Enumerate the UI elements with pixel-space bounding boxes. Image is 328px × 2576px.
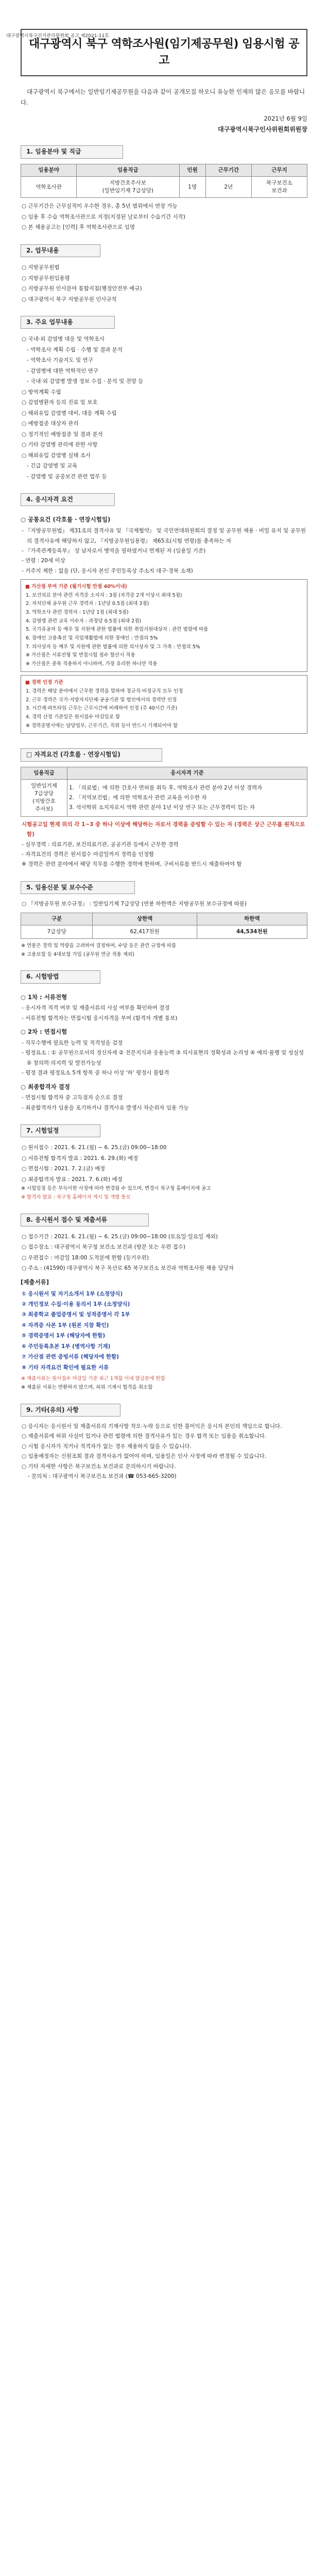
notice-date: 2021년 6월 9일 (264, 115, 307, 123)
table-row (21, 779, 307, 816)
list-item: ③ 최종학교 졸업증명서 및 성적증명서 각 1부 (22, 1311, 130, 1318)
list-item: 4. 감염병 관련 교육 이수자 : 과정당 0.5점 (최대 2점) (26, 618, 142, 624)
final-heading: ○ 최종합격자 결정 (21, 1083, 70, 1090)
list-item: ○ 면접시험 : 2021. 7. 2.(금) 예정 (22, 1166, 106, 1172)
schedule-list (21, 1142, 307, 1185)
table-row (21, 176, 307, 197)
list-item: ① 응시원서 및 자기소개서 1부 (소정양식) (22, 1290, 123, 1297)
list-item: - 평정요소 : ① 공무원으로서의 정신자세 ② 전문지식과 응용능력 ③ 의사표현의 정확성과 논리성 ④ 예의·품행 및 성실성 ⑤ 창의력·의지력 및 발전가능성 (22, 1050, 304, 1066)
list-item: 1. 「의료법」에 의한 간호사 면허를 취득 후, 역학조사 관련 분야 2년 이상 경력자 (69, 784, 263, 791)
box-heading: ■ 경력 인정 기준 (25, 680, 63, 686)
list-item: ○ 제출서류에 허위 사실이 있거나 관련 법령에 의한 결격사유가 있는 경우 합격 또는 임용을 취소합니다. (22, 1433, 267, 1440)
list-item: - 문의처 : 대구광역시 북구보건소 보건과 (☎ 053-665-3200) (28, 1473, 177, 1480)
section-heading-9: 9. 기타(유의) 사항 (21, 1404, 120, 1417)
section-heading-1: 1. 임용분야 및 직급 (21, 145, 123, 158)
list-item: - 긴급 감염병 및 교육 (27, 463, 78, 469)
intro-text: 대구광역시 북구에서는 일반임기제공무원을 다음과 같이 공개모집 하오니 유능한 인재의 많은 응모를 바랍니다. (21, 88, 305, 107)
list-item: 1. 보건의료 분야 관련 자격증 소지자 : 3점 (자격증 2개 이상시 최대 5점) (26, 592, 182, 598)
list-item: - 응시자격 적격 여부 및 제출서류의 사실 여부를 확인하여 결정 (22, 1005, 170, 1012)
table-header: 하한액 (197, 913, 307, 925)
list-item: ○ 우편접수 : 마감일 18:00 도착분에 한함 (등기우편) (22, 1254, 149, 1261)
section-heading-8: 8. 응시원서 접수 및 제출서류 (21, 1214, 149, 1226)
list-item: - 감염병 및 공중보건 관련 업무 등 (27, 473, 107, 480)
section-heading-7: 7. 시험일정 (21, 1124, 100, 1137)
step2-heading: ○ 2차 : 면접시험 (21, 1028, 67, 1036)
list-item: ○ 임용 후 수습 역학조사관으로 지정(지정된 날로부터 수습기간 시작) (22, 213, 185, 220)
list-item: 3. 석사학위 소지자로서 역학 관련 분야 1년 이상 연구 또는 근무경력이 있는 자 (69, 804, 255, 811)
section-1-notes (21, 201, 307, 232)
list-item: ○ 예방접종 대상자 관리 (22, 420, 79, 427)
list-item: - 자격요건의 경력은 원서접수 마감일까지 경력을 인정함 (22, 851, 154, 857)
list-item: - 실무경력 : 의료기관, 보건의료기관, 공공기관 등에서 근무한 경력 (22, 841, 179, 848)
table-cell: 7급상당 (21, 925, 93, 938)
salary-table (21, 913, 307, 939)
list-item: - 최종합격자가 임용을 포기하거나 결격사유 발생시 차순위자 임용 가능 (22, 1104, 189, 1111)
list-item: ※ 가산점은 중복 적용하지 아니하며, 가장 유리한 하나만 적용 (26, 661, 158, 667)
list-item: 2. 근무 경력은 국가·지방자치단체·공공기관 및 법인에서의 경력만 인정 (26, 697, 177, 703)
table-header: 임용직급 (21, 767, 67, 779)
salary-notes (21, 942, 307, 959)
common-requirements (21, 526, 307, 576)
list-item: ⑥ 주민등록초본 1부 (병역사항 기재) (22, 1343, 111, 1350)
list-item: ○ 감염병환자 등의 진료 및 보호 (22, 399, 98, 406)
list-item: ⑦ 가산점 관련 증빙서류 (해당자에 한함) (22, 1354, 119, 1360)
table-header: 응시자격 기준 (67, 767, 307, 779)
final-list (21, 1093, 307, 1113)
list-item: ④ 자격증 사본 1부 (원본 지참 확인) (22, 1322, 109, 1328)
list-item: ※ 고용보험 등 4대보험 가입 (공무원 연금 적용 제외) (21, 951, 134, 957)
list-item: ※ 가산점은 서류전형 및 면접시험 점수 합산시 적용 (26, 652, 135, 659)
table-cell: 1명 (179, 176, 205, 197)
list-item: 3. 시간제·파트타임 근무는 근무시간에 비례하여 인정 (주 40시간 기준) (26, 705, 178, 712)
salary-text (21, 899, 307, 909)
table-row (21, 925, 307, 938)
section-heading-4b: □ 자격요건 (각호를 · 연장시험일) (21, 748, 162, 761)
table-cell: 지방간호주사보 (일반임기제 7급상당) (77, 176, 179, 197)
list-item: ○ 기타 자세한 사항은 북구보건소 보건과로 문의하시기 바랍니다. (22, 1463, 176, 1470)
list-item: ○ 지방공무원임용령 (22, 275, 70, 281)
list-item: - 『지방공무원법』 제31조의 결격사유 및 『국제협약』 및 국민연대위원회의 결정 및 공무원 채용 · 비밀 유지 및 공무원의 결격사유에 해당하지 않고, 『지방공무원임용령』 제65조(시험 연령)를 충족하는 자 (22, 528, 306, 544)
list-item: ○ 국내·외 감염병 대응 및 역학조사 (22, 336, 105, 343)
highlight-note: 시험공고일 현재 위의 각 1~3 중 하나 이상에 해당하는 자로서 경력을 증빙할 수 있는 자 (경력은 상근 근무를 원칙으로 함) (22, 821, 305, 838)
table-header: 상한액 (93, 913, 197, 925)
list-item: ○ 지방공무원 인사분야 통합지침(행정안전부 예규) (22, 285, 142, 292)
list-item: 4. 경력 산정 기준일은 원서접수 마감일로 함 (26, 714, 120, 720)
list-item: ※ 경력증명서에는 담당업무, 근무기간, 직위 등이 반드시 기재되어야 함 (26, 722, 178, 729)
list-item: ⑧ 기타 자격요건 확인에 필요한 서류 (22, 1364, 109, 1371)
qualification-table (21, 767, 307, 817)
list-item: - 평정 결과 평정요소 5개 항목 중 하나 이상 '하' 평정시 불합격 (22, 1070, 169, 1076)
section-3-list (21, 334, 307, 482)
notes-list (21, 1422, 307, 1482)
list-item: ○ 원서접수 : 2021. 6. 21.(월) ~ 6. 25.(금) 09:00~18:00 (22, 1144, 167, 1151)
list-item: ○ 시험 응시자가 적거나 적격자가 없는 경우 채용하지 않을 수 있습니다. (22, 1443, 192, 1450)
section-heading-6: 6. 시험방법 (21, 970, 100, 983)
bonus-criteria-box (21, 579, 307, 672)
list-item: ○ 접수기간 : 2021. 6. 21.(월) ~ 6. 25.(금) 09:00~18:00 (토요일·일요일 제외) (22, 1234, 218, 1240)
table-cell: 44,534천원 (197, 925, 307, 938)
list-item: ○ 근무기간은 근무실적이 우수한 경우, 총 5년 범위에서 연장 가능 (22, 203, 178, 210)
list-item: ○ 접수장소 : 대구광역시 북구청 보건소 보건과 (방문 또는 우편 접수) (22, 1244, 185, 1251)
step1-heading: ○ 1차 : 서류전형 (21, 993, 67, 1001)
list-item: 6. 장애인 고용촉진 및 직업재활법에 의한 장애인 : 만점의 5% (26, 635, 158, 641)
list-item: ② 개인정보 수집·이용 동의서 1부 (소정양식) (22, 1301, 130, 1308)
list-item: ○ 최종합격자 발표 : 2021. 7. 6.(화) 예정 (22, 1176, 123, 1183)
page-title: 대구광역시 북구 역학조사원(임기제공무원) 임용시험 공고 (28, 38, 300, 67)
list-item: - 국내·외 감염병 발생 정보 수집 · 분석 및 전망 등 (27, 378, 144, 385)
list-item: 3. 역학조사 관련 경력자 : 1년당 1점 (최대 5점) (26, 610, 129, 616)
list-item: - 연령 : 20세 이상 (22, 558, 65, 564)
documents-notes (21, 1375, 307, 1392)
table-header: 인원 (179, 164, 205, 176)
section-heading-3: 3. 주요 업무내용 (21, 316, 115, 329)
list-item: - 서류전형 합격자는 면접시험 응시자격을 부여 (합격자 개별 통보) (22, 1015, 178, 1021)
list-item: ○ 지방공무원법 (22, 264, 60, 271)
common-requirements-heading: ○ 공통요건 (각호를 · 연장시험일) (21, 516, 111, 524)
list-item: 7. 의사상자 등 예우 및 지원에 관한 법률에 의한 의사상자 및 그 가족 : 만점의 5% (26, 644, 200, 650)
documents-heading: [제출서류] (21, 1278, 49, 1286)
section-2-list (21, 262, 307, 305)
table-cell (67, 779, 307, 816)
list-item: - 역학조사 기술지도 및 연구 (27, 357, 93, 364)
application-list (21, 1232, 307, 1274)
section-heading-2: 2. 업무내용 (21, 244, 100, 257)
qualification-notes (21, 820, 307, 870)
list-item: ○ 서류전형 합격자 발표 : 2021. 6. 29.(화) 예정 (22, 1155, 139, 1161)
list-item: ○ 본 채용공고는 [인력] 후 역학조사관으로 임명 (22, 224, 135, 231)
career-criteria-box (21, 675, 307, 734)
list-item: ※ 합격자 발표 : 북구청 홈페이지 게시 및 개별 통보 (21, 1194, 131, 1200)
table-header: 임용직급 (77, 164, 179, 176)
list-item: 2. 「지역보건법」에 의한 역학조사 관련 교육을 이수한 자 (69, 794, 207, 801)
table-header: 임용분야 (21, 164, 77, 176)
position-table (21, 164, 307, 198)
list-item: ○ 임용예정자는 신원조회 결과 결격사유가 없어야 하며, 임용일은 인사 사정에 따라 변경될 수 있습니다. (22, 1453, 267, 1460)
table-cell: 역학조사관 (21, 176, 77, 197)
notice-page (0, 29, 328, 2576)
table-cell: 일반임기제 7급상당 (지방간호 주사보) (21, 779, 67, 816)
list-item: - 면접시험 합격자 중 고득점자 순으로 결정 (22, 1095, 123, 1101)
step2-list (21, 1038, 307, 1079)
list-item: - 직무수행에 필요한 능력 및 적격성을 검정 (22, 1039, 123, 1046)
issuer: 대구광역시북구인사위원회위원장 (218, 125, 307, 133)
list-item: ○ 기타 감염병 관리에 관한 사항 (22, 442, 98, 448)
list-item: - 『가족관계등록부』 상 남자로서 병역을 필하였거나 면제된 자 (임용일 기준) (22, 547, 206, 554)
list-item: 1. 경력은 해당 분야에서 근무한 경력을 말하며 정규직·비정규직 모두 인정 (26, 688, 183, 695)
box-heading: ■ 가산점 부여 기준 (필기시험 만점 40%이내) (25, 584, 127, 590)
list-item: ※ 시험일정 등은 부득이한 사정에 따라 변경될 수 있으며, 변경시 북구청 홈페이지에 공고 (21, 1186, 211, 1192)
list-item: ※ 제출된 서류는 반환하지 않으며, 허위 기재시 합격을 취소함 (21, 1384, 153, 1390)
list-item: ○ 방역계획 수립 (22, 389, 61, 395)
list-item: ※ 연봉은 경력 및 역량을 고려하여 결정하며, 수당 등은 관련 규정에 따름 (21, 943, 177, 949)
list-item: ⑤ 경력증명서 1부 (해당자에 한함) (22, 1333, 106, 1339)
table-cell: 62,417천원 (93, 925, 197, 938)
list-item: 2. 자치단체 공무원 근무 경력자 : 1년당 0.5점 (최대 3점) (26, 601, 149, 607)
table-header: 근무기간 (205, 164, 251, 176)
list-item: ○ 『지방공무원 보수규정』 : 일반임기제 7급상당 (연봉 하한액은 지방공무원 보수규정에 따름) (22, 901, 247, 907)
table-cell: 2년 (205, 176, 251, 197)
documents-list (21, 1289, 307, 1373)
list-item: ○ 응시자는 응시원서 및 제출서류의 기재사항 착오·누락 등으로 인한 불이익은 응시자 본인의 책임으로 합니다. (22, 1423, 282, 1429)
list-item: - 역학조사 계획 수립 · 수행 및 결과 분석 (27, 346, 123, 353)
table-header: 구분 (21, 913, 93, 925)
list-item: ○ 대구광역시 북구 지방공무원 인사규칙 (22, 296, 117, 302)
list-item: ○ 해외유입 감염병 실태 조사 (22, 452, 91, 459)
list-item: ※ 제출서류는 원서접수 마감일 기준 최근 1개월 이내 발급분에 한함 (21, 1376, 165, 1382)
schedule-notes (21, 1185, 307, 1202)
table-header: 근무지 (251, 164, 307, 176)
document-number: 대구광역시북구선거관리위원회 공고 제2021-11호 (6, 33, 109, 39)
list-item: 5. 국가유공자 등 예우 및 지원에 관한 법률에 의한 취업지원대상자 : 관련 법령에 따름 (26, 627, 209, 633)
list-item: ※ 경력은 관련 분야에서 해당 직무를 수행한 경력에 한하며, 구비서류를 반드시 제출하여야 함 (22, 861, 242, 868)
list-item: ○ 해외유입 감염병 대비, 대응 계획 수립 (22, 410, 117, 416)
list-item: - 감염병에 대한 역학적인 연구 (27, 367, 98, 374)
list-item: ○ 정기적인 예방접종 및 결과 분석 (22, 431, 103, 437)
list-item: - 거주지 제한 : 없음 (단, 응시자 본인 주민등록상 주소지 대구·경북 소재) (22, 567, 193, 574)
step1-list (21, 1003, 307, 1023)
section-heading-4: 4. 응시자격 요건 (21, 493, 115, 506)
section-heading-5: 5. 임용신분 및 보수수준 (21, 881, 135, 894)
table-cell: 북구보건소 보건과 (251, 176, 307, 197)
list-item: ○ 주소 : (41590) 대구광역시 북구 옥산로 65 북구보건소 보건과 역학조사원 채용 담당자 (22, 1265, 234, 1272)
